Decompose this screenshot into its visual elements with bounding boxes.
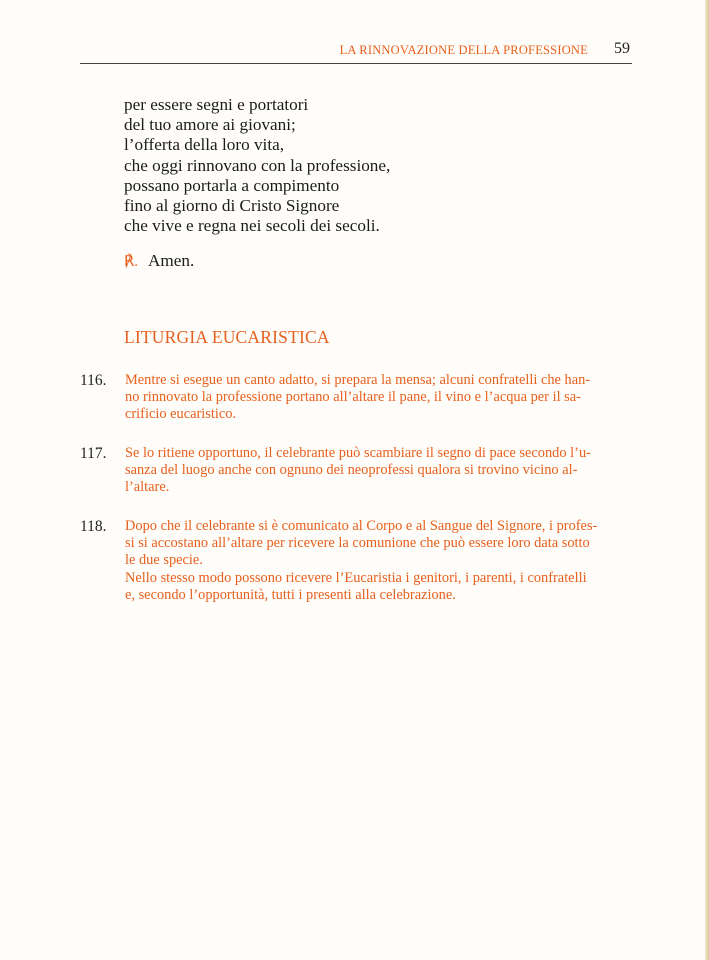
prayer-line: che vive e regna nei secoli dei secoli. bbox=[124, 216, 380, 236]
running-header bbox=[80, 40, 632, 62]
rubric-line: Mentre si esegue un canto adatto, si prepara la mensa; alcuni confratelli che han- bbox=[125, 372, 591, 388]
prayer-line: del tuo amore ai giovani; bbox=[124, 115, 296, 135]
response bbox=[124, 250, 194, 273]
rubric-text bbox=[125, 445, 637, 497]
prayer-line: l’offerta della loro vita, bbox=[124, 135, 285, 155]
rubric-line: Nello stesso modo possono ricevere l’Eucaristia i genitori, i parenti, i confratelli bbox=[125, 569, 587, 586]
rubric-number: 117. bbox=[80, 445, 107, 462]
rubric-text bbox=[125, 518, 637, 604]
prayer-line: possano portarla a compimento bbox=[124, 175, 340, 195]
page-edge bbox=[705, 0, 709, 960]
rubric-line: le due specie. bbox=[125, 552, 203, 569]
rubric-line: crificio eucaristico. bbox=[125, 406, 237, 423]
rubric-line: no rinnovato la professione portano all’altare il pane, il vino e l’acqua per il sa- bbox=[125, 389, 581, 406]
prayer-line: fino al giorno di Cristo Signore bbox=[124, 196, 340, 216]
section-heading: LITURGIA EUCARISTICA bbox=[124, 327, 330, 347]
prayer-line: che oggi rinnovano con la professione, bbox=[124, 155, 391, 175]
prayer-line: per essere segni e portatori bbox=[124, 95, 309, 114]
page-number: 59 bbox=[614, 40, 630, 57]
rubric-number: 116. bbox=[80, 372, 107, 389]
rubric-line: Dopo che il celebrante si è comunicato al Corpo e al Sangue del Signore, i profes- bbox=[125, 518, 598, 534]
rubric-line: e, secondo l’opportunità, tutti i presenti alla celebrazione. bbox=[125, 586, 456, 603]
rubric-text bbox=[125, 372, 637, 424]
response-text: Amen. bbox=[148, 251, 195, 270]
rubric-line: si si accostano all’altare per ricevere la comunione che può essere loro data sotto bbox=[125, 535, 590, 552]
rubric-line: l’altare. bbox=[125, 479, 170, 496]
rubric-line: Se lo ritiene opportuno, il celebrante può scambiare il segno di pace secondo l’u- bbox=[125, 445, 591, 461]
prayer-text bbox=[124, 95, 644, 236]
response-symbol: ℟. bbox=[124, 254, 139, 270]
header-rule bbox=[80, 63, 632, 64]
rubric-number: 118. bbox=[80, 518, 107, 535]
running-title: LA RINNOVAZIONE DELLA PROFESSIONE bbox=[339, 43, 588, 57]
rubric-line: sanza del luogo anche con ognuno dei neoprofessi qualora si trovino vicino al- bbox=[125, 462, 578, 479]
